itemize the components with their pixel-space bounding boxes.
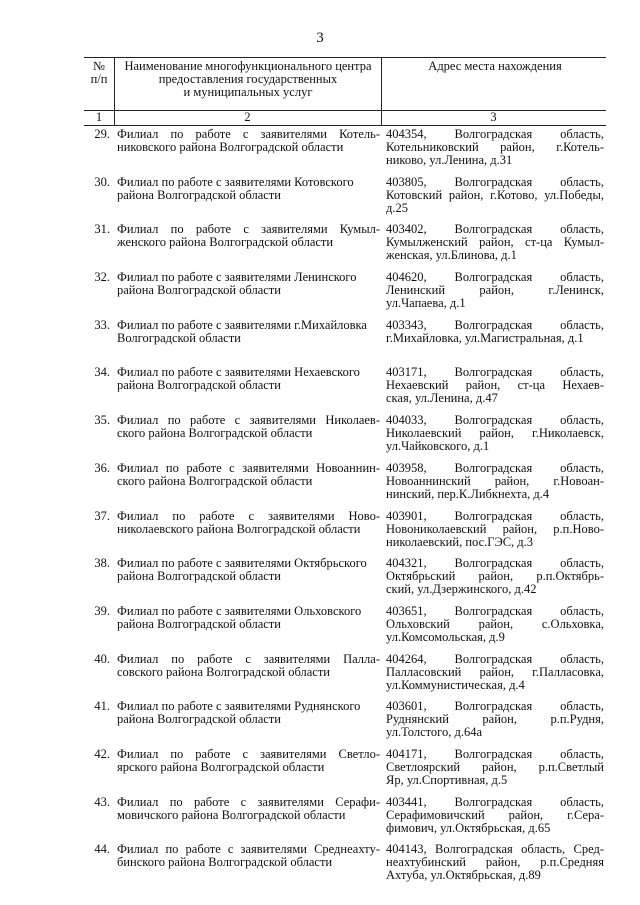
row-number: 29. <box>94 127 110 141</box>
branch-address-line: 404354, Волгоградская область, <box>386 127 604 141</box>
branch-address-line: 403805, Волгоградская область, <box>386 174 604 189</box>
branch-address-line: Нехаевский район, ст-ца Нехаев- <box>386 378 604 393</box>
branch-address-line: ский, ул.Дзержинского, д.42 <box>386 582 537 597</box>
branch-name-line: Волгоградской области <box>117 330 241 345</box>
table-row <box>84 221 606 269</box>
table-row <box>84 412 606 460</box>
branch-address-line: 404033, Волгоградская область, <box>386 413 604 428</box>
branch-address-line: женская, ул.Блинова, д.1 <box>386 248 517 263</box>
branch-name-line: Филиал по работе с заявителями Серафи- <box>117 794 380 809</box>
branch-name-line: района Волгоградской области <box>117 569 281 584</box>
branch-name-line: Филиал по работе с заявителями Среднеахту- <box>117 842 380 857</box>
branch-address-line: 404321, Волгоградская область, <box>386 556 604 571</box>
table-row <box>84 317 606 365</box>
branch-name-line: Филиал по работе с заявителями Котель- <box>117 127 380 141</box>
branch-address-line: 404143, Волгоградская область, Сред- <box>386 842 604 857</box>
row-number: 41. <box>94 699 110 714</box>
row-number: 34. <box>94 365 110 380</box>
branch-address <box>386 414 604 453</box>
branch-address-line: Ленинский район, г.Ленинск, <box>386 283 604 298</box>
branch-name <box>117 176 380 202</box>
branch-address-line: Новоаннинский район, г.Новоан- <box>386 473 604 488</box>
branch-address-line: ул.Коммунистическая, д.4 <box>386 677 525 692</box>
row-number: 32. <box>94 270 110 285</box>
table-row <box>84 269 606 317</box>
branch-address-line: нинский, пер.К.Либкнехта, д.4 <box>386 486 550 501</box>
table-row <box>84 651 606 699</box>
branch-address-line: Светлоярский район, р.п.Светлый <box>386 759 604 774</box>
branch-name-line: Филиал по работе с заявителями Ленинского <box>117 270 357 285</box>
branch-name <box>117 319 380 345</box>
branch-name <box>117 700 380 726</box>
branch-name-line: Филиал по работе с заявителями Нехаевского <box>117 365 360 380</box>
column-divider <box>381 58 382 110</box>
branch-address <box>386 605 604 644</box>
branch-address <box>386 176 604 215</box>
table-body <box>84 126 606 889</box>
row-number: 30. <box>94 174 110 189</box>
branch-name <box>117 605 380 631</box>
branch-address-line: ул.Комсомольская, д.9 <box>386 629 505 644</box>
table-row <box>84 603 606 651</box>
branch-name-line: Филиал по работе с заявителями Кумыл- <box>117 222 380 237</box>
branch-name-line: Филиал по работе с заявителями Новоаннин- <box>117 460 380 475</box>
branch-address <box>386 843 604 882</box>
row-number: 42. <box>94 746 110 761</box>
branch-name-line: района Волгоградской области <box>117 616 281 631</box>
row-number: 35. <box>94 413 110 428</box>
branch-name-line: Филиал по работе с заявителями Ольховского <box>117 603 362 618</box>
branch-name <box>117 462 380 488</box>
branch-name-line: ского района Волгоградской области <box>117 473 313 488</box>
branch-name <box>117 796 380 822</box>
branch-address-line: Котовский район, г.Котово, ул.Победы, <box>386 187 604 202</box>
branch-address-line: 403901, Волгоградская область, <box>386 508 604 523</box>
branch-address <box>386 510 604 549</box>
branch-address-line: фимович, ул.Октябрьская, д.65 <box>386 820 551 835</box>
header-number-line: № <box>93 59 105 73</box>
header-number-column <box>84 60 114 86</box>
table-header <box>84 57 606 111</box>
column-number: 2 <box>244 110 251 124</box>
branch-name <box>117 223 380 249</box>
column-number: 1 <box>95 110 103 124</box>
branch-address-line: 404171, Волгоградская область, <box>386 746 604 761</box>
table-row <box>84 174 606 222</box>
branch-name-line: Филиал по работе с заявителями Котовского <box>117 174 354 189</box>
table-row <box>84 508 606 556</box>
branch-address-line: Октябрьский район, р.п.Октябрь- <box>386 569 604 584</box>
branch-name-line: района Волгоградской области <box>117 283 281 298</box>
branch-address-line: никово, ул.Ленина, д.31 <box>386 153 513 167</box>
row-number: 39. <box>94 603 110 618</box>
branch-name-line: Филиал по работе с заявителями Октябрьского <box>117 556 367 571</box>
branch-name-line: Филиал по работе с заявителями Ново- <box>117 508 380 523</box>
row-number: 40. <box>94 651 110 666</box>
page-number: 3 <box>316 30 324 46</box>
branch-address-line: 403441, Волгоградская область, <box>386 794 604 809</box>
branch-address-line: Серафимовичский район, г.Сера- <box>386 807 604 822</box>
branch-address <box>386 319 604 345</box>
branch-address-line: Кумылженский район, ст-ца Кумыл- <box>386 235 604 250</box>
branch-address-line: ская, ул.Ленина, д.47 <box>386 391 498 406</box>
branch-address <box>386 271 604 310</box>
branch-name-line: района Волгоградской области <box>117 378 281 393</box>
branch-address-line: д.25 <box>386 200 408 215</box>
branch-address <box>386 557 604 596</box>
branch-address-line: 403651, Волгоградская область, <box>386 603 604 618</box>
row-number: 38. <box>94 556 110 571</box>
table-row <box>84 555 606 603</box>
branch-name-line: района Волгоградской области <box>117 712 281 727</box>
column-number: 3 <box>490 110 497 124</box>
table-row <box>84 698 606 746</box>
header-name-line: предоставления государственных <box>158 72 338 86</box>
branch-address-line: 403171, Волгоградская область, <box>386 365 604 380</box>
branch-name <box>117 653 380 679</box>
branch-address-line: Новониколаевский район, р.п.Ново- <box>386 521 604 536</box>
branch-address-line: 403958, Волгоградская область, <box>386 460 604 475</box>
branch-name-line: мовичского района Волгоградской области <box>117 807 346 822</box>
row-number: 44. <box>94 842 110 857</box>
branch-address <box>386 366 604 405</box>
branch-name <box>117 366 380 392</box>
branch-name <box>117 271 380 297</box>
branch-name <box>117 557 380 583</box>
branch-address-line: Яр, ул.Спортивная, д.5 <box>386 772 508 787</box>
table-row <box>84 841 606 889</box>
branch-address-line: 403402, Волгоградская область, <box>386 222 604 237</box>
row-number: 43. <box>94 794 110 809</box>
branch-address-line: 404620, Волгоградская область, <box>386 270 604 285</box>
branch-address-line: неахтубинский район, р.п.Средняя <box>386 855 604 870</box>
branch-name <box>117 748 380 774</box>
branch-address <box>386 653 604 692</box>
branch-address-line: ул.Толстого, д.64а <box>386 725 483 740</box>
row-number: 36. <box>94 460 110 475</box>
branch-address <box>386 462 604 501</box>
branch-name-line: района Волгоградской области <box>117 187 281 202</box>
branch-address-line: николаевский, пос.ГЭС, д.3 <box>386 534 534 549</box>
branch-address-line: Котельниковский район, г.Котель- <box>386 140 604 154</box>
branch-name-line: женского района Волгоградской области <box>117 235 334 250</box>
branch-name <box>117 128 380 154</box>
branch-address-line: 404264, Волгоградская область, <box>386 651 604 666</box>
branch-address-line: Палласовский район, г.Палласовка, <box>386 664 604 679</box>
branch-address <box>386 796 604 835</box>
table-row <box>84 126 606 174</box>
branch-name-line: Филиал по работе с заявителями Светло- <box>117 746 380 761</box>
header-name-line: и муниципальных услуг <box>183 85 313 99</box>
branch-name-line: никовского района Волгоградской области <box>117 140 344 154</box>
branch-address <box>386 223 604 262</box>
branch-name-line: совского района Волгоградской области <box>117 664 331 679</box>
column-number-row <box>84 111 606 126</box>
branch-address-line: 403601, Волгоградская область, <box>386 699 604 714</box>
branch-name-line: ярского района Волгоградской области <box>117 759 325 774</box>
header-name-line: Наименование многофункционального центра <box>124 59 372 73</box>
branch-address-line: Николаевский район, г.Николаевск, <box>386 426 604 441</box>
branch-address-line: Ахтуба, ул.Октябрьская, д.89 <box>386 868 541 883</box>
row-number: 33. <box>94 317 110 332</box>
header-address-column: Адрес места нахождения <box>428 59 562 73</box>
header-name-column <box>117 60 379 99</box>
table-row <box>84 364 606 412</box>
mfc-branches-table <box>84 57 606 889</box>
branch-address <box>386 748 604 787</box>
column-divider <box>114 58 115 110</box>
header-number-line: п/п <box>90 72 108 86</box>
branch-address <box>386 128 604 167</box>
branch-address-line: Ольховский район, с.Ольховка, <box>386 616 604 631</box>
branch-address-line: ул.Чайковского, д.1 <box>386 439 490 454</box>
branch-address <box>386 700 604 739</box>
branch-name <box>117 414 380 440</box>
branch-name <box>117 843 380 869</box>
branch-address-line: Руднянский район, р.п.Рудня, <box>386 712 604 727</box>
row-number: 31. <box>94 222 110 237</box>
table-row <box>84 460 606 508</box>
table-row <box>84 794 606 842</box>
branch-name-line: Филиал по работе с заявителями Николаев- <box>117 413 380 428</box>
branch-name-line: николаевского района Волгоградской области <box>117 521 361 536</box>
table-row <box>84 746 606 794</box>
branch-name-line: бинского района Волгоградской области <box>117 855 333 870</box>
branch-name-line: Филиал по работе с заявителями Палла- <box>117 651 380 666</box>
branch-address-line: ул.Чапаева, д.1 <box>386 296 466 311</box>
branch-address-line: 403343, Волгоградская область, <box>386 317 604 332</box>
branch-name-line: ского района Волгоградской области <box>117 426 313 441</box>
branch-address-line: г.Михайловка, ул.Магистральная, д.1 <box>386 330 584 345</box>
branch-name-line: Филиал по работе с заявителями г.Михайловка <box>117 317 367 332</box>
row-number: 37. <box>94 508 110 523</box>
branch-name-line: Филиал по работе с заявителями Руднянского <box>117 699 361 714</box>
branch-name <box>117 510 380 536</box>
